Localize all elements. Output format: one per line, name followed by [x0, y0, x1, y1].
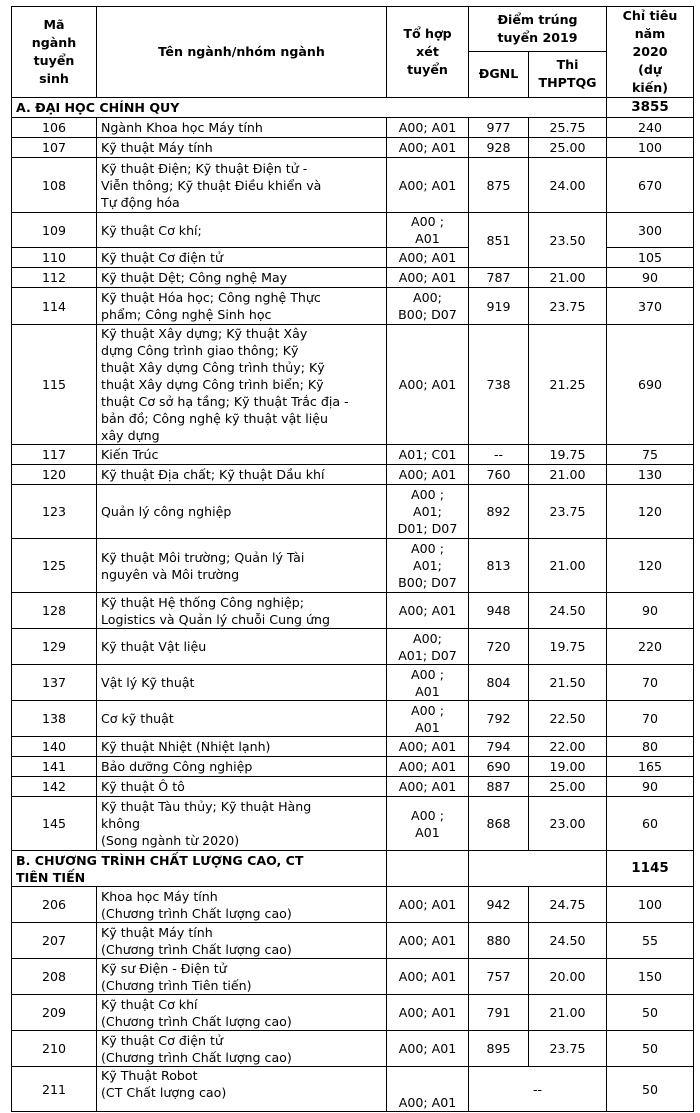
- major-name: Kỹ sư Điện - Điện tử (Chương trình Tiên tiến): [97, 959, 387, 995]
- empty-cell: [469, 851, 607, 887]
- score-dgnl: 919: [469, 288, 529, 325]
- table-row: [12, 737, 694, 757]
- table-row: [12, 701, 694, 737]
- major-name: Kỹ Thuật Robot (CT Chất lượng cao): [97, 1067, 387, 1112]
- score-dgnl: 690: [469, 757, 529, 777]
- score-dgnl: 887: [469, 777, 529, 797]
- subject-combo: A00; A01: [387, 1031, 469, 1067]
- quota-2020: 690: [607, 325, 694, 445]
- admissions-table: [11, 6, 694, 1112]
- major-name: Kỹ thuật Máy tính (Chương trình Chất lượng cao): [97, 923, 387, 959]
- score-dgnl: 760: [469, 465, 529, 485]
- table-row: [12, 445, 694, 465]
- score-thptqg: 21.00: [529, 465, 607, 485]
- score-thptqg: 23.50: [529, 213, 607, 268]
- major-code: 110: [12, 248, 97, 268]
- major-name: Bảo dưỡng Công nghiệp: [97, 757, 387, 777]
- quota-2020: 50: [607, 1067, 694, 1112]
- table-row: [12, 268, 694, 288]
- table-row: [12, 923, 694, 959]
- quota-2020: 150: [607, 959, 694, 995]
- subject-combo: A00; A01: [387, 465, 469, 485]
- score-dgnl: 787: [469, 268, 529, 288]
- score-dgnl: 794: [469, 737, 529, 757]
- table-row: [12, 138, 694, 158]
- major-name: Kỹ thuật Hóa học; Công nghệ Thực phẩm; Công nghệ Sinh học: [97, 288, 387, 325]
- table-row: [12, 485, 694, 539]
- quota-2020: 60: [607, 797, 694, 851]
- subject-combo: A00; A01: [387, 268, 469, 288]
- major-code: 106: [12, 118, 97, 138]
- section-row-b: [12, 851, 694, 887]
- score-thptqg: 19.75: [529, 629, 607, 665]
- score-dgnl: 875: [469, 158, 529, 213]
- major-name: Vật lý Kỹ thuật: [97, 665, 387, 701]
- score-dgnl: 880: [469, 923, 529, 959]
- score-dgnl: 868: [469, 797, 529, 851]
- score-dgnl: 791: [469, 995, 529, 1031]
- table-row: [12, 959, 694, 995]
- quota-2020: 240: [607, 118, 694, 138]
- subject-combo: A00; A01: [387, 887, 469, 923]
- major-code: 137: [12, 665, 97, 701]
- major-name: Kỹ thuật Tàu thủy; Kỹ thuật Hàng không (Song ngành từ 2020): [97, 797, 387, 851]
- major-name: Kỹ thuật Hệ thống Công nghiệp; Logistics và Quản lý chuỗi Cung ứng: [97, 593, 387, 629]
- major-name: Khoa học Máy tính (Chương trình Chất lượng cao): [97, 887, 387, 923]
- quota-2020: 90: [607, 268, 694, 288]
- major-name: Kỹ thuật Điện; Kỹ thuật Điện tử - Viễn thông; Kỹ thuật Điều khiển và Tự động hóa: [97, 158, 387, 213]
- score-thptqg: 22.50: [529, 701, 607, 737]
- score-thptqg: 19.75: [529, 445, 607, 465]
- score-thptqg: 24.75: [529, 887, 607, 923]
- score-thptqg: 21.00: [529, 268, 607, 288]
- quota-2020: 130: [607, 465, 694, 485]
- quota-2020: 70: [607, 701, 694, 737]
- major-name: Kỹ thuật Địa chất; Kỹ thuật Dầu khí: [97, 465, 387, 485]
- major-name: Kỹ thuật Cơ khí (Chương trình Chất lượng cao): [97, 995, 387, 1031]
- major-code: 114: [12, 288, 97, 325]
- subject-combo: A00; A01: [387, 138, 469, 158]
- major-code: 142: [12, 777, 97, 797]
- subject-combo: A00; A01: [387, 995, 469, 1031]
- table-row: [12, 887, 694, 923]
- score-thptqg: 23.75: [529, 1031, 607, 1067]
- major-code: 206: [12, 887, 97, 923]
- score-thptqg: 21.25: [529, 325, 607, 445]
- subject-combo: A00; B00; D07: [387, 288, 469, 325]
- subject-combo: A00; A01: [387, 737, 469, 757]
- score-dgnl: 895: [469, 1031, 529, 1067]
- table-row: [12, 757, 694, 777]
- score-dgnl: 738: [469, 325, 529, 445]
- score-thptqg: 25.00: [529, 138, 607, 158]
- major-code: 129: [12, 629, 97, 665]
- major-code: 210: [12, 1031, 97, 1067]
- col-header-name: Tên ngành/nhóm ngành: [97, 7, 387, 98]
- subject-combo: A01; C01: [387, 445, 469, 465]
- major-name: Cơ kỹ thuật: [97, 701, 387, 737]
- quota-2020: 50: [607, 1031, 694, 1067]
- major-code: 125: [12, 539, 97, 593]
- major-code: 108: [12, 158, 97, 213]
- section-title: B. CHƯƠNG TRÌNH CHẤT LƯỢNG CAO, CT TIÊN TIẾN: [12, 851, 387, 887]
- quota-2020: 370: [607, 288, 694, 325]
- major-code: 109: [12, 213, 97, 248]
- section-title: A. ĐẠI HỌC CHÍNH QUY: [12, 98, 607, 118]
- score-dgnl: 851: [469, 213, 529, 268]
- empty-cell: [387, 851, 469, 887]
- table-row: [12, 539, 694, 593]
- score-thptqg: 19.00: [529, 757, 607, 777]
- table-row: [12, 797, 694, 851]
- score-dgnl: 757: [469, 959, 529, 995]
- quota-2020: 220: [607, 629, 694, 665]
- score-thptqg: 23.00: [529, 797, 607, 851]
- major-code: 208: [12, 959, 97, 995]
- col-header-combo: Tổ hợp xét tuyển: [387, 7, 469, 98]
- score-dgnl: 813: [469, 539, 529, 593]
- score-thptqg: 20.00: [529, 959, 607, 995]
- table-row: [12, 288, 694, 325]
- major-code: 115: [12, 325, 97, 445]
- major-code: 207: [12, 923, 97, 959]
- quota-2020: 300: [607, 213, 694, 248]
- quota-2020: 100: [607, 887, 694, 923]
- quota-2020: 70: [607, 665, 694, 701]
- table-row: [12, 1031, 694, 1067]
- quota-2020: 120: [607, 539, 694, 593]
- major-code: 123: [12, 485, 97, 539]
- score-merged: --: [469, 1067, 607, 1112]
- table-row: [12, 777, 694, 797]
- subject-combo: A00; A01: [387, 777, 469, 797]
- major-name: Kỹ thuật Nhiệt (Nhiệt lạnh): [97, 737, 387, 757]
- score-thptqg: 24.50: [529, 593, 607, 629]
- subject-combo: A00; A01; D07: [387, 629, 469, 665]
- table-row: [12, 665, 694, 701]
- table-row: [12, 158, 694, 213]
- table-row: [12, 465, 694, 485]
- table-row: [12, 213, 694, 248]
- col-header-score-2019: Điểm trúng tuyển 2019: [469, 7, 607, 52]
- major-name: Kỹ thuật Cơ điện tử: [97, 248, 387, 268]
- major-code: 128: [12, 593, 97, 629]
- section-row-a: [12, 98, 694, 118]
- score-dgnl: 977: [469, 118, 529, 138]
- score-dgnl: 892: [469, 485, 529, 539]
- major-name: Ngành Khoa học Máy tính: [97, 118, 387, 138]
- major-name: Kỹ thuật Môi trường; Quản lý Tài nguyên và Môi trường: [97, 539, 387, 593]
- section-total: 3855: [607, 98, 694, 118]
- major-name: Kỹ thuật Dệt; Công nghệ May: [97, 268, 387, 288]
- score-dgnl: --: [469, 445, 529, 465]
- score-dgnl: 804: [469, 665, 529, 701]
- table-row: [12, 1067, 694, 1112]
- quota-2020: 165: [607, 757, 694, 777]
- table-row: [12, 995, 694, 1031]
- major-name: Kỹ thuật Cơ khí;: [97, 213, 387, 248]
- subject-combo: A00 ; A01; B00; D07: [387, 539, 469, 593]
- subject-combo: A00 ; A01; D01; D07: [387, 485, 469, 539]
- subject-combo: A00; A01: [387, 923, 469, 959]
- subject-combo: A00 ; A01: [387, 701, 469, 737]
- major-name: Kỹ thuật Xây dựng; Kỹ thuật Xây dựng Công trình giao thông; Kỹ thuật Xây dựng Công trình thủy; Kỹ thuật Xây dựng Công trình biển; Kỹ thuật Cơ sở hạ tầng; Kỹ thuật Trắc địa - bản đồ; Công nghệ kỹ thuật vật liệu xây dựng: [97, 325, 387, 445]
- score-dgnl: 942: [469, 887, 529, 923]
- quota-2020: 120: [607, 485, 694, 539]
- major-code: 112: [12, 268, 97, 288]
- score-thptqg: 21.50: [529, 665, 607, 701]
- major-name: Kỹ thuật Vật liệu: [97, 629, 387, 665]
- score-thptqg: 21.00: [529, 995, 607, 1031]
- major-name: Kỹ thuật Máy tính: [97, 138, 387, 158]
- quota-2020: 80: [607, 737, 694, 757]
- score-dgnl: 948: [469, 593, 529, 629]
- major-name: Kiến Trúc: [97, 445, 387, 465]
- quota-2020: 105: [607, 248, 694, 268]
- quota-2020: 90: [607, 777, 694, 797]
- quota-2020: 100: [607, 138, 694, 158]
- major-code: 209: [12, 995, 97, 1031]
- quota-2020: 75: [607, 445, 694, 465]
- col-header-code: Mã ngành tuyển sinh: [12, 7, 97, 98]
- subject-combo: A00; A01: [387, 118, 469, 138]
- score-dgnl: 792: [469, 701, 529, 737]
- quota-2020: 670: [607, 158, 694, 213]
- score-thptqg: 25.75: [529, 118, 607, 138]
- subject-combo: A00; A01: [387, 158, 469, 213]
- major-code: 211: [12, 1067, 97, 1112]
- quota-2020: 55: [607, 923, 694, 959]
- subject-combo: A00; A01: [387, 959, 469, 995]
- col-header-thptqg: Thi THPTQG: [529, 51, 607, 97]
- subject-combo: A00; A01: [387, 1067, 469, 1112]
- section-total: 1145: [607, 851, 694, 887]
- score-thptqg: 21.00: [529, 539, 607, 593]
- score-thptqg: 23.75: [529, 485, 607, 539]
- major-code: 107: [12, 138, 97, 158]
- major-name: Kỹ thuật Ô tô: [97, 777, 387, 797]
- score-thptqg: 24.50: [529, 923, 607, 959]
- table-row: [12, 325, 694, 445]
- subject-combo: A00 ; A01: [387, 213, 469, 248]
- quota-2020: 50: [607, 995, 694, 1031]
- subject-combo: A00 ; A01: [387, 797, 469, 851]
- score-dgnl: 720: [469, 629, 529, 665]
- major-code: 138: [12, 701, 97, 737]
- subject-combo: A00; A01: [387, 248, 469, 268]
- major-code: 140: [12, 737, 97, 757]
- subject-combo: A00; A01: [387, 757, 469, 777]
- major-name: Quản lý công nghiệp: [97, 485, 387, 539]
- score-thptqg: 23.75: [529, 288, 607, 325]
- subject-combo: A00; A01: [387, 325, 469, 445]
- score-dgnl: 928: [469, 138, 529, 158]
- major-code: 145: [12, 797, 97, 851]
- table-row: [12, 593, 694, 629]
- quota-2020: 90: [607, 593, 694, 629]
- score-thptqg: 24.00: [529, 158, 607, 213]
- major-name: Kỹ thuật Cơ điện tử (Chương trình Chất lượng cao): [97, 1031, 387, 1067]
- major-code: 120: [12, 465, 97, 485]
- col-header-dgnl: ĐGNL: [469, 51, 529, 97]
- score-thptqg: 22.00: [529, 737, 607, 757]
- major-code: 141: [12, 757, 97, 777]
- table-row: [12, 118, 694, 138]
- subject-combo: A00 ; A01: [387, 665, 469, 701]
- score-thptqg: 25.00: [529, 777, 607, 797]
- col-header-quota: Chỉ tiêu năm 2020 (dự kiến): [607, 7, 694, 98]
- subject-combo: A00; A01: [387, 593, 469, 629]
- major-code: 117: [12, 445, 97, 465]
- table-row: [12, 629, 694, 665]
